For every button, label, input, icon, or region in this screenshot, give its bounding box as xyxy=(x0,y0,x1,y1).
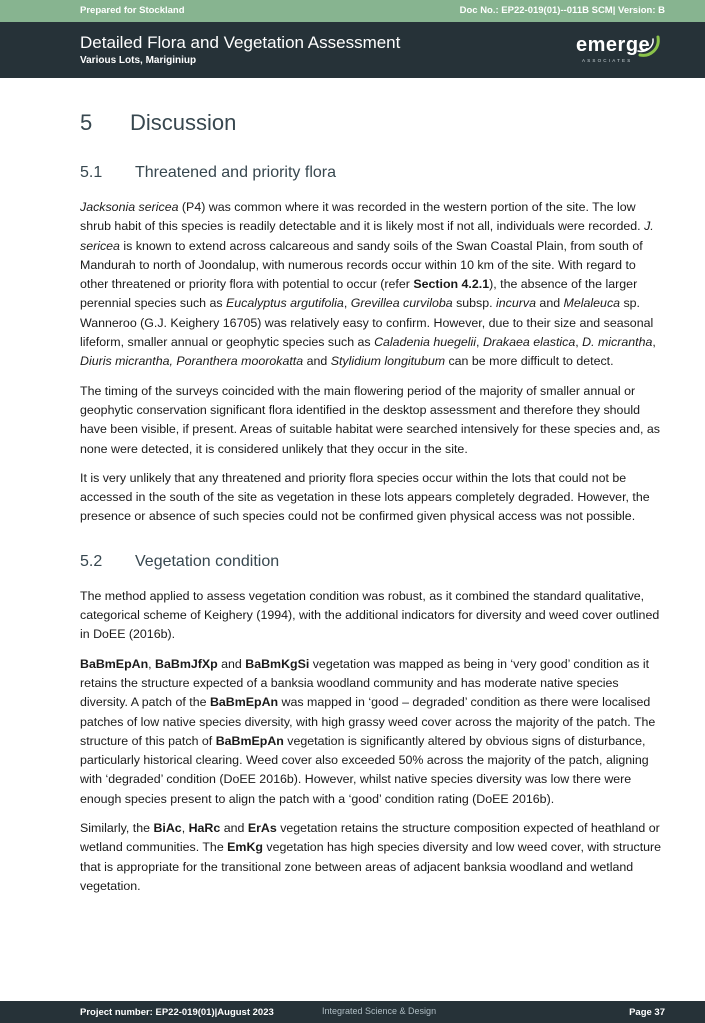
page-content xyxy=(80,108,665,896)
bold-term: ErAs xyxy=(247,821,277,836)
document-title: Detailed Flora and Vegetation Assessment xyxy=(80,33,401,52)
text-run: , xyxy=(575,335,583,350)
paragraph-heathland-condition xyxy=(80,819,665,896)
bold-term: BaBmEpAn xyxy=(215,733,284,748)
paragraph-survey-timing: The timing of the surveys coincided with the main flowering period of the majority of smaller annual or geophytic conservation significant flora identified in the desktop assessment and therefore they should have been visible, if present. Areas of suitable habitat were searched intensively for these species and, as none were detected, it is considered unlikely that they occur in the site. xyxy=(80,383,660,456)
species-name: incurva xyxy=(496,296,536,311)
text-run: sp. Wanneroo (G.J. Keighery 16705) was relatively easy to confirm. However, due to their size and seasonal lifeform, smaller annual or geophytic species such as xyxy=(80,296,654,350)
text-run: , xyxy=(476,335,483,350)
paragraph-jacksonia xyxy=(80,198,665,372)
subsection-heading-5-2 xyxy=(80,551,665,573)
text-run: vegetation is significantly altered by obvious signs of disturbance, particularly historical clearing. Weed cover also exceeded 50% across the majority of the patch, aligning with ‘degraded’ condition (DoEE 2016b). However, whilst native species diversity was low there were enough species present to align the patch with a ‘good’ condition rating (DoEE 2016b). xyxy=(80,733,649,806)
text-run: (P4) was common where it was recorded in the western portion of the site. The low shrub habit of this species is readily detectable and it is likely most if not all, individuals were recorded. xyxy=(80,200,645,234)
footer-tagline: Integrated Science & Design xyxy=(322,1006,437,1016)
logo-swoosh-icon xyxy=(636,31,664,61)
subsection-heading-5-1 xyxy=(80,162,665,184)
text-run: vegetation has high species diversity and low weed cover, with structure that is appropriate for the transitional zone between areas of adjacent banksia woodland and wetland vegetation. xyxy=(80,840,662,893)
species-name: J. sericea xyxy=(80,219,654,253)
page-footer xyxy=(0,1001,705,1023)
subsection-title: Threatened and priority flora xyxy=(135,164,336,181)
text-run: was mapped in ‘good – degraded’ condition as there were localised patches of low native species diversity, with high grassy weed cover across the majority of the patch. The structure of this patch of xyxy=(80,695,656,748)
document-header xyxy=(0,22,705,78)
bold-term: BaBmEpAn xyxy=(80,656,149,671)
species-name: Melaleuca xyxy=(563,296,621,311)
text-run: is known to extend across calcareous and sandy soils of the Swan Coastal Plain, from south of Mandurah to north of Joondalup, with numerous records occur within 10 km of the site. With regard to other threatened or priority flora with potential to occur (refer xyxy=(80,238,643,292)
text-run: subsp. xyxy=(452,296,497,311)
text-run: vegetation retains the structure composition expected of heathland or wetland communities. The xyxy=(80,821,660,855)
section-title: Discussion xyxy=(130,110,237,135)
text-run: , xyxy=(181,821,189,836)
species-name: Grevillea curviloba xyxy=(350,296,453,311)
page-number: Page 37 xyxy=(629,1007,665,1018)
bold-term: BaBmJfXp xyxy=(155,656,218,671)
text-run: and xyxy=(535,296,564,311)
subsection-number: 5.1 xyxy=(80,164,103,181)
top-banner xyxy=(0,0,705,22)
species-name: Diuris micrantha, Poranthera moorokatta xyxy=(80,354,304,369)
text-run: and xyxy=(220,821,248,836)
paragraph-method: The method applied to assess vegetation condition was robust, as it combined the standard qualitative, categorical scheme of Keighery (1994), with the additional indicators for diversity and weed cover outlined in DoEE (2016b). xyxy=(80,588,660,642)
section-heading xyxy=(80,108,665,138)
bold-term: BaBmEpAn xyxy=(209,695,279,710)
text-run: , xyxy=(148,656,156,671)
section-number: 5 xyxy=(80,110,93,135)
paragraph-banksia-condition xyxy=(80,655,665,809)
bold-term: BaBmKgSi xyxy=(245,656,310,671)
document-subtitle: Various Lots, Mariginiup xyxy=(80,55,197,66)
text-run: , xyxy=(652,335,656,350)
prepared-for: Prepared for Stockland xyxy=(80,5,185,16)
bold-term: HaRc xyxy=(188,821,221,836)
text-run: Similarly, the xyxy=(80,821,154,836)
species-name: D. micrantha xyxy=(582,335,653,350)
paragraph-inaccessible-lots: It is very unlikely that any threatened and priority flora species occur within the lots that could not be accessed in the south of the site as vegetation in these lots appears completely degraded. However, the presence or absence of such species could not be confirmed given physical access was not possible. xyxy=(80,470,650,524)
doc-number: Doc No.: EP22-019(01)--011B SCM| Version: B xyxy=(459,5,665,16)
text-run: vegetation was mapped as being in ‘very good’ condition as it retains the structure expected of a banksia woodland community and has moderate native species diversity. A patch of the xyxy=(80,656,650,710)
subsection-number: 5.2 xyxy=(80,552,103,570)
species-name: Eucalyptus argutifolia xyxy=(226,296,344,311)
text-run: ), the absence of the larger perennial species such as xyxy=(80,277,638,311)
text-run: and xyxy=(303,354,331,369)
species-name: Jacksonia sericea xyxy=(80,200,179,214)
emerge-logo xyxy=(576,34,668,68)
species-name: Drakaea elastica xyxy=(482,335,576,350)
text-run: can be more difficult to detect. xyxy=(445,354,614,369)
bold-term: EmKg xyxy=(227,840,263,855)
species-name: Caladenia huegelii xyxy=(374,335,477,350)
bold-term: Section 4.2.1 xyxy=(413,277,490,292)
logo-text: emerge xyxy=(576,34,651,56)
text-run: and xyxy=(217,656,246,671)
species-name: Stylidium longitubum xyxy=(330,354,446,369)
logo-subtext: ASSOCIATES xyxy=(582,58,633,63)
text-run: , xyxy=(343,296,351,311)
subsection-title: Vegetation condition xyxy=(135,552,280,570)
project-number: Project number: EP22-019(01)|August 2023 xyxy=(80,1007,274,1018)
bold-term: BiAc xyxy=(153,821,182,836)
